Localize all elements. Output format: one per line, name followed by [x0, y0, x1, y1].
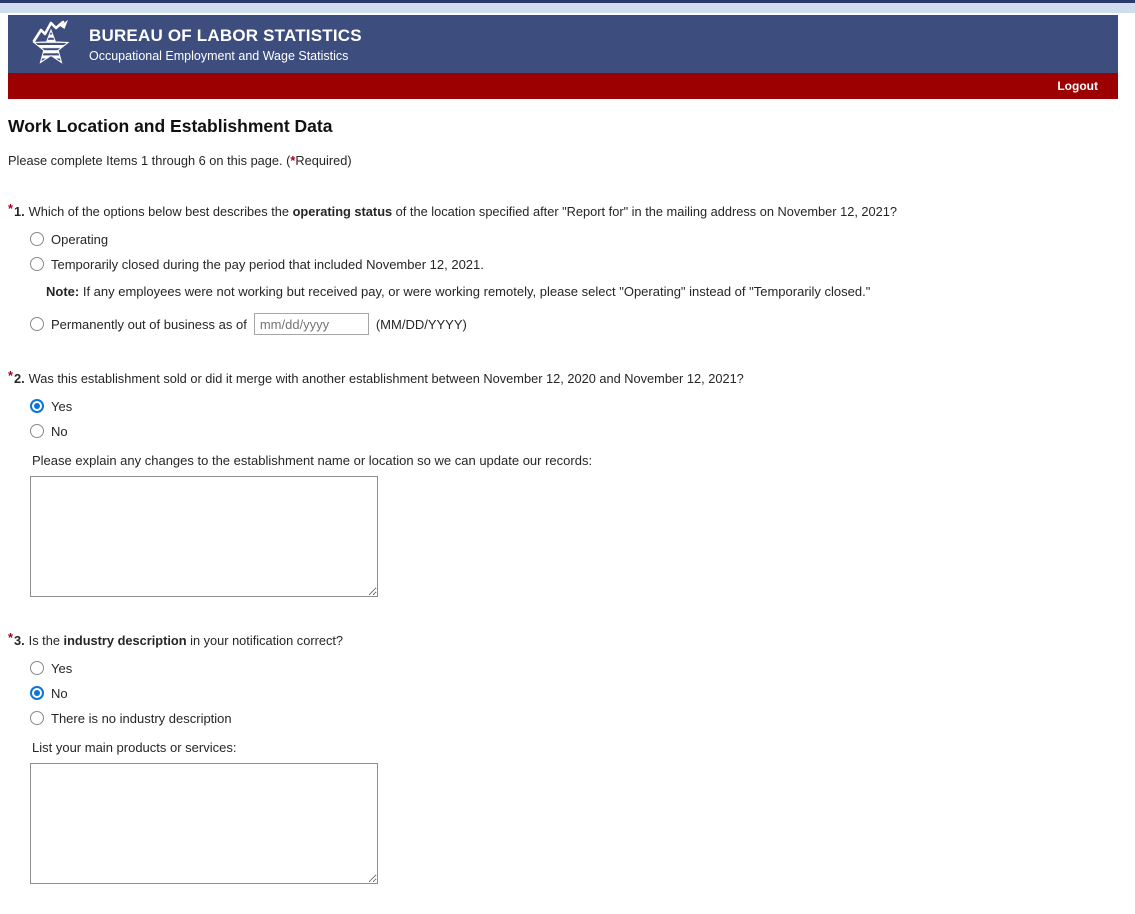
q1-text-after: of the location specified after "Report for" in the mailing address on November 12, 2021? [392, 204, 898, 219]
q2-explain-textarea[interactable] [30, 476, 378, 597]
browser-chrome-strip [0, 3, 1135, 13]
q2-options [30, 398, 1115, 468]
q3-required-star: * [8, 630, 13, 645]
q3-radio-no-description[interactable] [30, 711, 44, 725]
intro-text [8, 153, 1115, 168]
question-3 [8, 630, 1115, 648]
q2-explain-label: Please explain any changes to the establishment name or location so we can update our records: [32, 453, 593, 468]
required-star: * [290, 153, 296, 168]
q2-text: Was this establishment sold or did it merge with another establishment between November 12, 2020 and November 12, 2021? [28, 371, 744, 386]
q3-products-textarea[interactable] [30, 763, 378, 884]
q1-date-format-hint: (MM/DD/YYYY) [375, 316, 467, 332]
q1-required-star: * [8, 201, 13, 216]
q3-number: 3. [13, 633, 25, 648]
q1-date-input[interactable] [254, 313, 369, 335]
q2-required-star: * [8, 368, 13, 383]
q1-radio-temporarily-closed[interactable] [30, 257, 44, 271]
question-1 [8, 201, 1115, 219]
q3-option-yes-label[interactable]: Yes [51, 660, 73, 676]
q1-option-operating[interactable] [30, 231, 1115, 247]
q3-radio-yes[interactable] [30, 661, 44, 675]
q2-option-yes[interactable] [30, 398, 1115, 414]
q1-option-temporarily-closed-label[interactable]: Temporarily closed during the pay period that included November 12, 2021. [51, 256, 484, 272]
q3-option-no-description[interactable] [30, 710, 1115, 726]
q2-option-no[interactable] [30, 423, 1115, 439]
q1-note [46, 284, 1115, 299]
q1-text-before: Which of the options below best describes the [28, 204, 293, 219]
question-2 [8, 368, 1115, 386]
q3-option-no-label[interactable]: No [51, 685, 68, 701]
q2-number: 2. [13, 371, 25, 386]
q1-options [30, 231, 1115, 335]
q1-radio-out-of-business[interactable] [30, 317, 44, 331]
q3-option-no-description-label[interactable]: There is no industry description [51, 710, 232, 726]
q2-radio-no[interactable] [30, 424, 44, 438]
q3-option-no[interactable] [30, 685, 1115, 701]
q1-text-bold: operating status [292, 204, 393, 219]
page-title: Work Location and Establishment Data [8, 116, 333, 136]
q1-number: 1. [13, 204, 25, 219]
utility-bar [8, 73, 1118, 99]
agency-title: BUREAU OF LABOR STATISTICS [89, 25, 362, 45]
q1-note-text: If any employees were not working but received pay, or were working remotely, please select "Operating" instead of "Temporarily closed." [79, 284, 871, 299]
q1-note-label: Note: [46, 284, 80, 299]
q1-option-out-of-business-label[interactable]: Permanently out of business as of [51, 316, 247, 332]
logout-link[interactable]: Logout [1057, 79, 1098, 93]
q3-options [30, 660, 1115, 755]
q3-text-after: in your notification correct? [186, 633, 344, 648]
intro-before: Please complete Items 1 through 6 on this page. ( [8, 153, 291, 168]
q1-option-operating-label[interactable]: Operating [51, 231, 109, 247]
q2-option-yes-label[interactable]: Yes [51, 398, 73, 414]
q1-radio-operating[interactable] [30, 232, 44, 246]
site-header [8, 15, 1118, 73]
q2-option-no-label[interactable]: No [51, 423, 68, 439]
q3-text-bold: industry description [63, 633, 187, 648]
form-content [0, 99, 1135, 914]
intro-after: Required) [295, 153, 352, 168]
program-subtitle: Occupational Employment and Wage Statistics [89, 48, 349, 63]
q3-products-label: List your main products or services: [32, 740, 237, 755]
q2-radio-yes[interactable] [30, 399, 44, 413]
q1-option-out-of-business[interactable] [30, 313, 1115, 335]
q3-option-yes[interactable] [30, 660, 1115, 676]
q3-radio-no[interactable] [30, 686, 44, 700]
q3-text-before: Is the [28, 633, 64, 648]
bls-logo-icon [30, 19, 76, 69]
q1-option-temporarily-closed[interactable] [30, 256, 1115, 272]
